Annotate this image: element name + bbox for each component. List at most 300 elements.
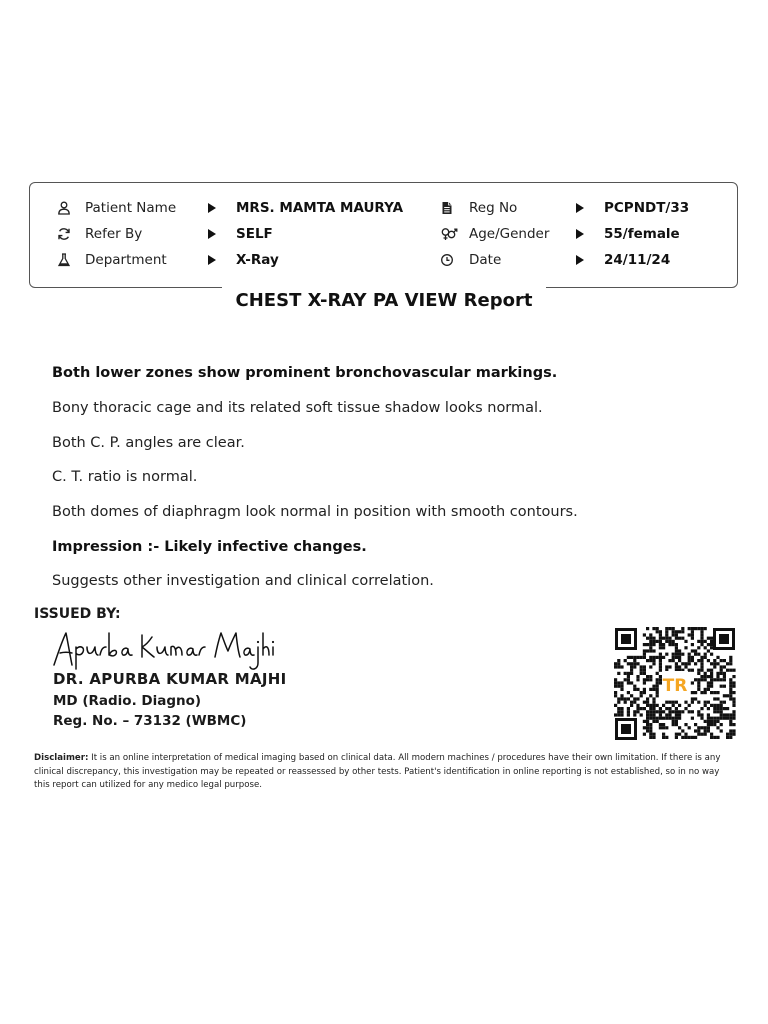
refresh-icon (57, 227, 71, 241)
arrow-right-icon (208, 229, 216, 239)
qr-module (659, 669, 662, 672)
qr-module (659, 656, 662, 659)
qr-module (665, 713, 668, 716)
qr-module (681, 630, 684, 633)
qr-module (649, 646, 652, 649)
qr-module (716, 720, 719, 723)
qr-module (729, 659, 732, 662)
qr-module (636, 662, 639, 665)
qr-module (688, 726, 691, 729)
refer-by-value: SELF (236, 226, 273, 242)
qr-module (636, 710, 639, 713)
qr-module (659, 653, 662, 656)
qr-module (713, 697, 716, 700)
qr-module (649, 726, 652, 729)
qr-module (624, 678, 627, 681)
qr-module (713, 678, 716, 681)
qr-module (656, 672, 659, 675)
person-icon (57, 201, 71, 215)
qr-module (729, 656, 732, 659)
qr-module (726, 733, 729, 736)
qr-module (643, 669, 646, 672)
qr-module (700, 643, 703, 646)
qr-module (659, 681, 662, 684)
qr-module (656, 656, 659, 659)
qr-module (678, 656, 681, 659)
disclaimer-text: It is an online interpretation of medical imaging based on clinical data. All modern machines / procedures have their own limitation. If there is any clinical discrepancy, this investigation may be repeated or reassessed by other tests. Patient's identification in online reporting is not established, so in no way this report can utilized for any medico legal purpose. (34, 753, 721, 790)
qr-module (672, 643, 675, 646)
qr-module (649, 729, 652, 732)
qr-module (649, 707, 652, 710)
qr-module (665, 627, 668, 630)
qr-module (620, 707, 623, 710)
qr-module (729, 723, 732, 726)
qr-module (652, 720, 655, 723)
qr-module (659, 713, 662, 716)
qr-module (675, 713, 678, 716)
qr-module (630, 681, 633, 684)
qr-module (675, 707, 678, 710)
qr-module (652, 733, 655, 736)
qr-module (713, 659, 716, 662)
qr-module (697, 710, 700, 713)
qr-module (700, 713, 703, 716)
qr-module (678, 637, 681, 640)
qr-module (716, 672, 719, 675)
qr-module (665, 653, 668, 656)
qr-module (659, 678, 662, 681)
qr-module (704, 729, 707, 732)
qr-module (620, 694, 623, 697)
qr-module (640, 672, 643, 675)
qr-module (684, 640, 687, 643)
qr-module (678, 717, 681, 720)
qr-module (675, 710, 678, 713)
age-gender-value: 55/female (604, 226, 680, 242)
qr-module (713, 665, 716, 668)
qr-module (675, 649, 678, 652)
qr-module (697, 688, 700, 691)
qr-module (662, 736, 665, 739)
qr-module (732, 691, 735, 694)
qr-module (649, 678, 652, 681)
qr-module (656, 691, 659, 694)
qr-module (720, 672, 723, 675)
qr-module (665, 637, 668, 640)
qr-module (649, 736, 652, 739)
qr-module (643, 643, 646, 646)
qr-module (729, 729, 732, 732)
qr-module (697, 681, 700, 684)
qr-module (614, 694, 617, 697)
qr-module (691, 669, 694, 672)
qr-module (732, 685, 735, 688)
qr-module (675, 701, 678, 704)
qr-module (688, 662, 691, 665)
signature-image (50, 625, 280, 673)
qr-module (643, 678, 646, 681)
qr-code (614, 627, 736, 741)
qr-module (662, 726, 665, 729)
qr-module (643, 688, 646, 691)
flask-icon (57, 253, 71, 267)
qr-module (700, 630, 703, 633)
qr-module (720, 707, 723, 710)
qr-module (617, 662, 620, 665)
qr-module (668, 713, 671, 716)
qr-module (656, 720, 659, 723)
qr-module (688, 633, 691, 636)
qr-module (707, 669, 710, 672)
qr-module (729, 717, 732, 720)
qr-module (691, 736, 694, 739)
qr-module (678, 665, 681, 668)
qr-module (627, 678, 630, 681)
qr-module (649, 633, 652, 636)
qr-module (700, 640, 703, 643)
qr-module (710, 685, 713, 688)
arrow-right-icon (208, 255, 216, 265)
qr-module (720, 723, 723, 726)
qr-module (688, 704, 691, 707)
qr-module (652, 701, 655, 704)
qr-module (700, 669, 703, 672)
qr-module (710, 733, 713, 736)
qr-module (716, 726, 719, 729)
qr-module (633, 697, 636, 700)
qr-module (627, 707, 630, 710)
patient-name-value: MRS. MAMTA MAURYA (236, 200, 404, 216)
qr-module (720, 729, 723, 732)
qr-module (659, 646, 662, 649)
qr-module (649, 710, 652, 713)
qr-module (720, 685, 723, 688)
qr-module (643, 691, 646, 694)
qr-module (633, 710, 636, 713)
qr-module (643, 720, 646, 723)
qr-module (652, 713, 655, 716)
qr-module (659, 659, 662, 662)
qr-module (649, 649, 652, 652)
qr-module (691, 630, 694, 633)
qr-module (630, 704, 633, 707)
qr-module (720, 713, 723, 716)
qr-module (675, 633, 678, 636)
qr-module (732, 710, 735, 713)
qr-module (707, 713, 710, 716)
qr-module (614, 704, 617, 707)
qr-module (704, 733, 707, 736)
qr-module (627, 656, 630, 659)
qr-module (726, 662, 729, 665)
qr-module (620, 713, 623, 716)
doctor-registration: Reg. No. – 73132 (WBMC) (53, 713, 247, 729)
qr-module (630, 701, 633, 704)
qr-module (659, 633, 662, 636)
qr-module (723, 694, 726, 697)
qr-module (732, 713, 735, 716)
qr-module (652, 685, 655, 688)
qr-module (649, 694, 652, 697)
qr-module (691, 649, 694, 652)
qr-module (646, 701, 649, 704)
qr-module (707, 701, 710, 704)
qr-module (678, 653, 681, 656)
qr-module (643, 701, 646, 704)
qr-module (672, 704, 675, 707)
qr-module (617, 659, 620, 662)
qr-module (662, 710, 665, 713)
qr-module (729, 736, 732, 739)
qr-module (649, 643, 652, 646)
qr-module (665, 707, 668, 710)
qr-module (624, 672, 627, 675)
qr-module (688, 710, 691, 713)
qr-module (694, 653, 697, 656)
qr-module (720, 717, 723, 720)
qr-module (675, 665, 678, 668)
report-title: CHEST X-RAY PA VIEW Report (235, 290, 533, 311)
qr-module (649, 656, 652, 659)
qr-module (624, 701, 627, 704)
qr-module (652, 637, 655, 640)
qr-module (716, 704, 719, 707)
qr-module (620, 697, 623, 700)
patient-name-label: Patient Name (85, 200, 177, 216)
qr-module (640, 665, 643, 668)
qr-module (729, 713, 732, 716)
qr-module (726, 669, 729, 672)
qr-module (675, 646, 678, 649)
qr-module (697, 701, 700, 704)
qr-module (636, 656, 639, 659)
qr-module (697, 627, 700, 630)
qr-module (707, 675, 710, 678)
qr-module (643, 665, 646, 668)
qr-module (732, 704, 735, 707)
qr-module (646, 643, 649, 646)
qr-module (710, 675, 713, 678)
qr-module (656, 710, 659, 713)
qr-module (704, 704, 707, 707)
qr-module (700, 733, 703, 736)
qr-module (636, 697, 639, 700)
qr-module (691, 627, 694, 630)
qr-module (694, 697, 697, 700)
qr-module (694, 723, 697, 726)
qr-module (617, 707, 620, 710)
qr-module (691, 637, 694, 640)
qr-module (732, 723, 735, 726)
qr-module (643, 653, 646, 656)
qr-module (713, 662, 716, 665)
qr-module (668, 627, 671, 630)
qr-module (649, 733, 652, 736)
qr-module (700, 662, 703, 665)
qr-module (700, 633, 703, 636)
qr-module (710, 723, 713, 726)
qr-module (694, 627, 697, 630)
qr-module (710, 640, 713, 643)
qr-module (640, 656, 643, 659)
qr-module (691, 633, 694, 636)
qr-module (694, 649, 697, 652)
qr-module (633, 688, 636, 691)
qr-module (640, 669, 643, 672)
qr-module (697, 678, 700, 681)
qr-module (659, 637, 662, 640)
qr-module (649, 665, 652, 668)
arrow-right-icon (576, 255, 584, 265)
qr-module (675, 637, 678, 640)
qr-module (729, 669, 732, 672)
qr-module (656, 717, 659, 720)
qr-module (659, 640, 662, 643)
qr-module (700, 665, 703, 668)
qr-module (720, 710, 723, 713)
qr-module (684, 723, 687, 726)
qr-module (700, 717, 703, 720)
qr-module (700, 627, 703, 630)
qr-module (732, 701, 735, 704)
qr-module (665, 630, 668, 633)
qr-module (675, 643, 678, 646)
qr-module (614, 665, 617, 668)
qr-module (713, 720, 716, 723)
qr-module (688, 656, 691, 659)
qr-module (691, 697, 694, 700)
qr-module (672, 653, 675, 656)
qr-module (672, 710, 675, 713)
qr-module (659, 710, 662, 713)
qr-module (710, 653, 713, 656)
qr-module (723, 672, 726, 675)
doctor-qualification: MD (Radio. Diagno) (53, 693, 202, 709)
qr-module (659, 723, 662, 726)
qr-module (723, 713, 726, 716)
qr-module (617, 681, 620, 684)
qr-module (617, 672, 620, 675)
qr-module (704, 675, 707, 678)
qr-module (684, 701, 687, 704)
qr-module (678, 659, 681, 662)
qr-module (649, 637, 652, 640)
qr-module (697, 726, 700, 729)
qr-module (700, 637, 703, 640)
qr-module (643, 633, 646, 636)
qr-module (646, 675, 649, 678)
qr-module (704, 688, 707, 691)
qr-module (720, 678, 723, 681)
qr-module (700, 726, 703, 729)
qr-module (662, 733, 665, 736)
qr-module (665, 640, 668, 643)
qr-module (636, 704, 639, 707)
qr-module (697, 733, 700, 736)
qr-module (710, 643, 713, 646)
qr-module (681, 662, 684, 665)
finding-line: Both lower zones show prominent bronchovascular markings. (52, 365, 558, 381)
qr-module (640, 713, 643, 716)
finding-line: Both C. P. angles are clear. (52, 435, 245, 451)
qr-module (691, 659, 694, 662)
qr-module (691, 681, 694, 684)
qr-module (678, 704, 681, 707)
qr-module (668, 637, 671, 640)
qr-module (707, 681, 710, 684)
qr-module (646, 697, 649, 700)
qr-module (707, 637, 710, 640)
qr-module (694, 662, 697, 665)
qr-module (723, 707, 726, 710)
qr-module (697, 659, 700, 662)
qr-module (643, 649, 646, 652)
qr-module (646, 659, 649, 662)
qr-module (640, 691, 643, 694)
qr-module (723, 717, 726, 720)
qr-module (643, 656, 646, 659)
qr-module (614, 691, 617, 694)
qr-module (672, 633, 675, 636)
qr-module (697, 653, 700, 656)
qr-module (646, 704, 649, 707)
qr-module (646, 723, 649, 726)
qr-module (732, 697, 735, 700)
qr-module (665, 717, 668, 720)
qr-module (720, 665, 723, 668)
issued-by-label: ISSUED BY: (34, 606, 121, 622)
qr-module (656, 640, 659, 643)
gender-icon (440, 227, 458, 241)
qr-module (704, 720, 707, 723)
qr-module (652, 656, 655, 659)
qr-module (630, 665, 633, 668)
qr-module (710, 681, 713, 684)
qr-module (723, 701, 726, 704)
qr-module (716, 710, 719, 713)
qr-module (643, 707, 646, 710)
qr-module (697, 640, 700, 643)
qr-module (675, 736, 678, 739)
qr-module (636, 707, 639, 710)
qr-module (620, 685, 623, 688)
qr-module (643, 681, 646, 684)
qr-module (675, 630, 678, 633)
qr-module (729, 685, 732, 688)
qr-module (694, 691, 697, 694)
qr-module (627, 672, 630, 675)
qr-logo-text: TR (662, 676, 688, 696)
qr-module (627, 681, 630, 684)
qr-module (617, 713, 620, 716)
arrow-right-icon (576, 229, 584, 239)
qr-module (707, 643, 710, 646)
qr-module (656, 685, 659, 688)
qr-module (684, 665, 687, 668)
qr-module (726, 736, 729, 739)
qr-module (649, 704, 652, 707)
qr-module (691, 717, 694, 720)
qr-module (668, 640, 671, 643)
qr-module (710, 669, 713, 672)
qr-module (675, 662, 678, 665)
qr-module (704, 640, 707, 643)
finding-line: Both domes of diaphragm look normal in position with smooth contours. (52, 504, 578, 520)
qr-module (652, 717, 655, 720)
qr-module (694, 678, 697, 681)
qr-module (700, 659, 703, 662)
qr-module (707, 717, 710, 720)
